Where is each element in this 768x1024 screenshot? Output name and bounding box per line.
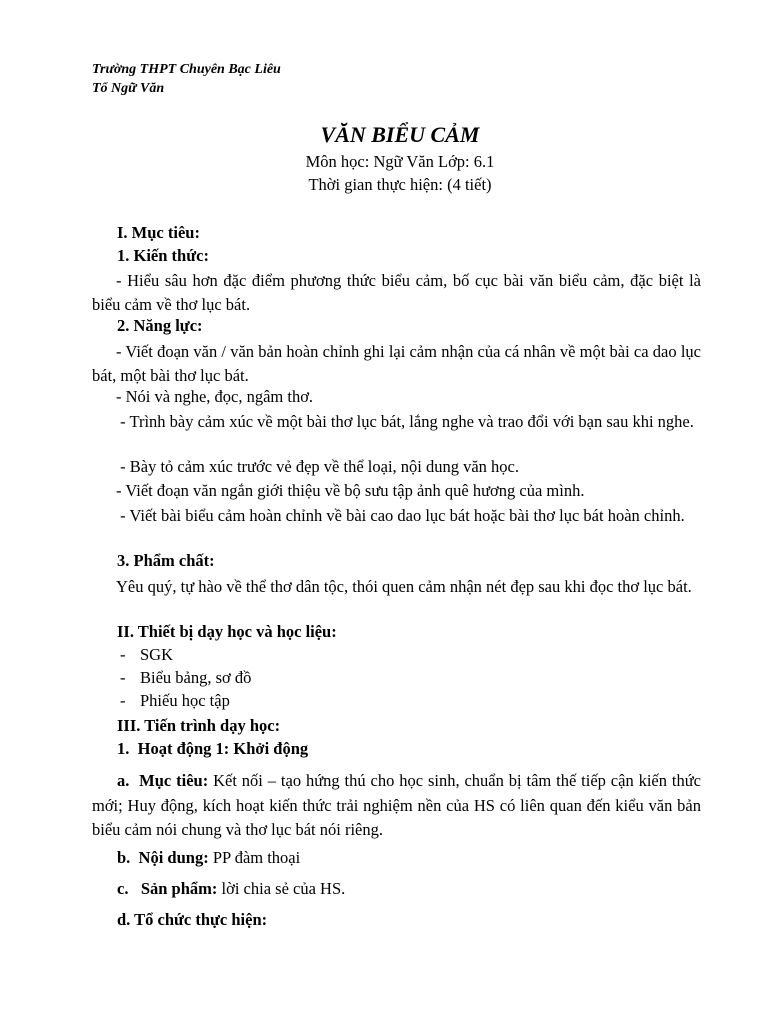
content-text: PP đàm thoại [208,848,301,867]
product-text: lời chia sẻ của HS. [217,879,346,898]
content-label: b. Nội dung: [117,848,209,867]
quality-heading: 3. Phẩm chất: [117,551,215,570]
school-name: Trường THPT Chuyên Bạc Liêu [92,62,281,77]
knowledge-heading: 1. Kiến thức: [117,246,209,265]
ability-item: - Trình bày cảm xúc về một bài thơ lục bát, lắng nghe và trao đổi với bạn sau khi nghe. [116,412,694,431]
ability-heading: 2. Năng lực: [117,316,203,335]
department-name: Tổ Ngữ Văn [92,81,165,96]
time-line: Thời gian thực hiện: (4 tiết) [308,175,492,194]
objective-label: a. Mục tiêu: [117,771,209,790]
ability-item: - Bày tỏ cảm xúc trước vẻ đẹp về thể loại, nội dung văn học. [116,457,520,476]
section-objectives-heading: I. Mục tiêu: [117,223,200,242]
product-label: c. Sản phẩm: [117,879,218,898]
list-item-text: SGK [140,645,174,664]
quality-text: Yêu quý, tự hào về thể thơ dân tộc, thói quen cảm nhận nét đẹp sau khi đọc thơ lục bát. [116,577,692,596]
content-paragraph [117,848,300,868]
ability-item: - Viết bài biểu cảm hoàn chỉnh về bài cao dao lục bát hoặc bài thơ lục bát hoàn chỉnh. [116,506,685,525]
ability-item: - Viết đoạn văn ngắn giới thiệu về bộ sưu tập ảnh quê hương của mình. [116,481,585,500]
product-paragraph [117,879,345,899]
knowledge-text: - Hiểu sâu hơn đặc điểm phương thức biểu cảm, bố cục bài văn biểu cảm, đặc biệt là biểu cảm về thơ lục bát. [92,271,701,314]
objective-text: Kết nối – tạo hứng thú cho học sinh, chuẩn bị tâm thế tiếp cận kiến thức mới; Huy động, kích hoạt kiến thức trải nghiệm nền của HS có liên quan đến kiểu văn bản biểu cảm nói chung và thơ lục bát nói riêng. [92,771,701,839]
activity-1-heading: 1. Hoạt động 1: Khởi động [117,739,309,758]
document-page: Trường THPT Chuyên Bạc Liêu Tổ Ngữ Văn VĂN BIỂU CẢM Môn học: Ngữ Văn Lớp: 6.1 Thời gian thực hiện: (4 tiết) I. Mục tiêu: 1. Kiến thức: - Hiểu sâu hơn đặc điểm phương thức biểu cảm, bố cục bài văn biểu cảm, đặc biệt là biểu cảm về thơ lục bát. 2. Năng lực: - Viết đoạn văn / văn bản hoàn chỉnh ghi lại cảm nhận của cá nhân về một bài ca dao lục bát, một bài thơ lục bát. - Nói và nghe, đọc, ngâm thơ. - Trình bày cảm xúc về một bài thơ lục bát, lắng nghe và trao đổi với bạn sau khi nghe. - Bày tỏ cảm xúc trước vẻ đẹp về thể loại, nội dung văn học. - Viết đoạn văn ngắn giới thiệu về bộ sưu tập ảnh quê hương của mình. - Viết bài biểu cảm hoàn chỉnh về bài cao dao lục bát hoặc bài thơ lục bát hoàn chỉnh. 3. Phẩm chất: Yêu quý, tự hào về thể thơ dân tộc, thói quen cảm nhận nét đẹp sau khi đọc thơ lục bát. II. Thiết bị dạy học và học liệu: - SGK - Biểu bảng, sơ đồ - Phiếu học tập III. Tiến trình dạy học: 1. Hoạt động 1: Khởi động a. Mục tiêu: Kết nối – tạo hứng thú cho học sinh, chuẩn bị tâm thế tiếp cận kiến thức mới; Huy động, kích hoạt kiến thức trải nghiệm nền của HS có liên quan đến kiểu văn bản biểu cảm nói chung và thơ lục bát nói riêng. b. Nội dung: PP đàm thoại c. Sản phẩm: lời chia sẻ của HS. d. Tổ chức thực hiện: [0,0,768,1024]
organization-heading: d. Tổ chức thực hiện: [117,910,268,929]
document-title: VĂN BIỂU CẢM [320,122,480,147]
equipment-heading: II. Thiết bị dạy học và học liệu: [117,622,337,641]
list-item-text: Biểu bảng, sơ đồ [140,668,252,687]
process-heading: III. Tiến trình dạy học: [117,716,281,735]
ability-item: - Viết đoạn văn / văn bản hoàn chỉnh ghi lại cảm nhận của cá nhân về một bài ca dao lục bát, một bài thơ lục bát. [92,342,701,385]
subject-line: Môn học: Ngữ Văn Lớp: 6.1 [305,152,495,171]
list-item-text: Phiếu học tập [140,691,230,710]
ability-item: - Nói và nghe, đọc, ngâm thơ. [116,387,314,406]
objective-paragraph [92,769,701,843]
